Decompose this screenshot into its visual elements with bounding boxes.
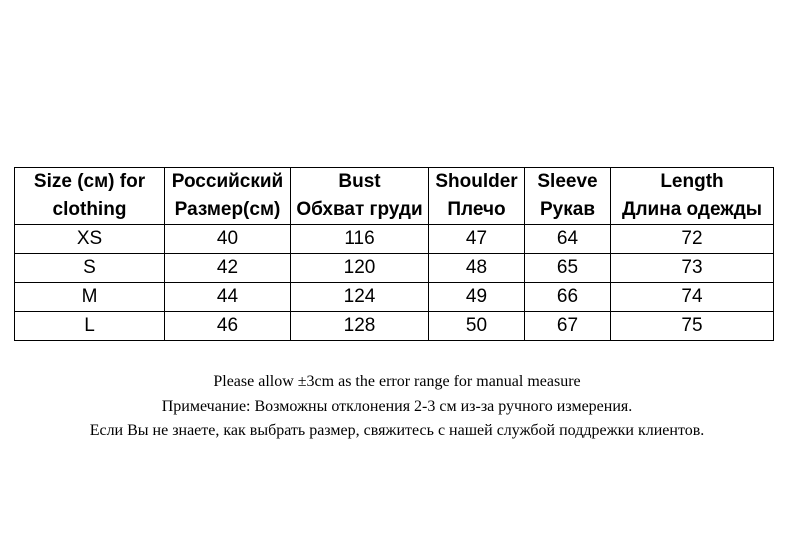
- table-cell: 42: [165, 254, 291, 283]
- table-cell: 40: [165, 225, 291, 254]
- table-row: [15, 283, 774, 312]
- header-shoulder-line1: Shoulder: [435, 171, 518, 192]
- table-cell: L: [15, 312, 165, 341]
- table-cell: 124: [291, 283, 429, 312]
- size-chart-table: [14, 167, 774, 341]
- table-cell: 72: [611, 225, 774, 254]
- header-sleeve: [525, 168, 611, 225]
- table-row: [15, 312, 774, 341]
- header-shoulder: [429, 168, 525, 225]
- header-sleeve-line2: Рукав: [540, 199, 595, 220]
- note-error-range-en: Please allow ±3cm as the error range for manual measure: [213, 373, 581, 390]
- header-russian-size-line1: Российский: [171, 171, 284, 192]
- table-cell: 128: [291, 312, 429, 341]
- measurement-notes: [0, 370, 794, 444]
- header-size-line1: Size (см) for: [33, 171, 146, 192]
- header-length: [611, 168, 774, 225]
- table-cell: 75: [611, 312, 774, 341]
- header-sleeve-line1: Sleeve: [537, 171, 598, 192]
- table-cell: 47: [429, 225, 525, 254]
- table-cell: 120: [291, 254, 429, 283]
- table-cell: XS: [15, 225, 165, 254]
- header-length-line2: Длина одежды: [621, 199, 763, 220]
- table-cell: 48: [429, 254, 525, 283]
- table-row: [15, 225, 774, 254]
- note-error-range-ru: Примечание: Возможны отклонения 2-3 см из-за ручного измерения.: [161, 397, 633, 415]
- table-cell: 74: [611, 283, 774, 312]
- header-size-line2: clothing: [52, 199, 127, 220]
- table-cell: 50: [429, 312, 525, 341]
- table-cell: 44: [165, 283, 291, 312]
- table-header-row: [15, 168, 774, 225]
- table-cell: 65: [525, 254, 611, 283]
- header-russian-size: [165, 168, 291, 225]
- table-cell: M: [15, 283, 165, 312]
- table-row: [15, 254, 774, 283]
- table-cell: 46: [165, 312, 291, 341]
- header-russian-size-line2: Размер(см): [174, 199, 281, 220]
- header-shoulder-line2: Плечо: [447, 199, 506, 220]
- table-cell: 67: [525, 312, 611, 341]
- header-bust: [291, 168, 429, 225]
- table-cell: 64: [525, 225, 611, 254]
- table-cell: 116: [291, 225, 429, 254]
- header-bust-line2: Обхват груди: [296, 199, 423, 220]
- note-contact-support: Если Вы не знаете, как выбрать размер, свяжитесь с нашей службой поддрежки клиентов.: [89, 422, 705, 439]
- header-bust-line1: Bust: [338, 171, 381, 192]
- table-cell: 73: [611, 254, 774, 283]
- table-cell: 66: [525, 283, 611, 312]
- table-cell: S: [15, 254, 165, 283]
- header-size: [15, 168, 165, 225]
- table-cell: 49: [429, 283, 525, 312]
- header-length-line1: Length: [660, 171, 724, 192]
